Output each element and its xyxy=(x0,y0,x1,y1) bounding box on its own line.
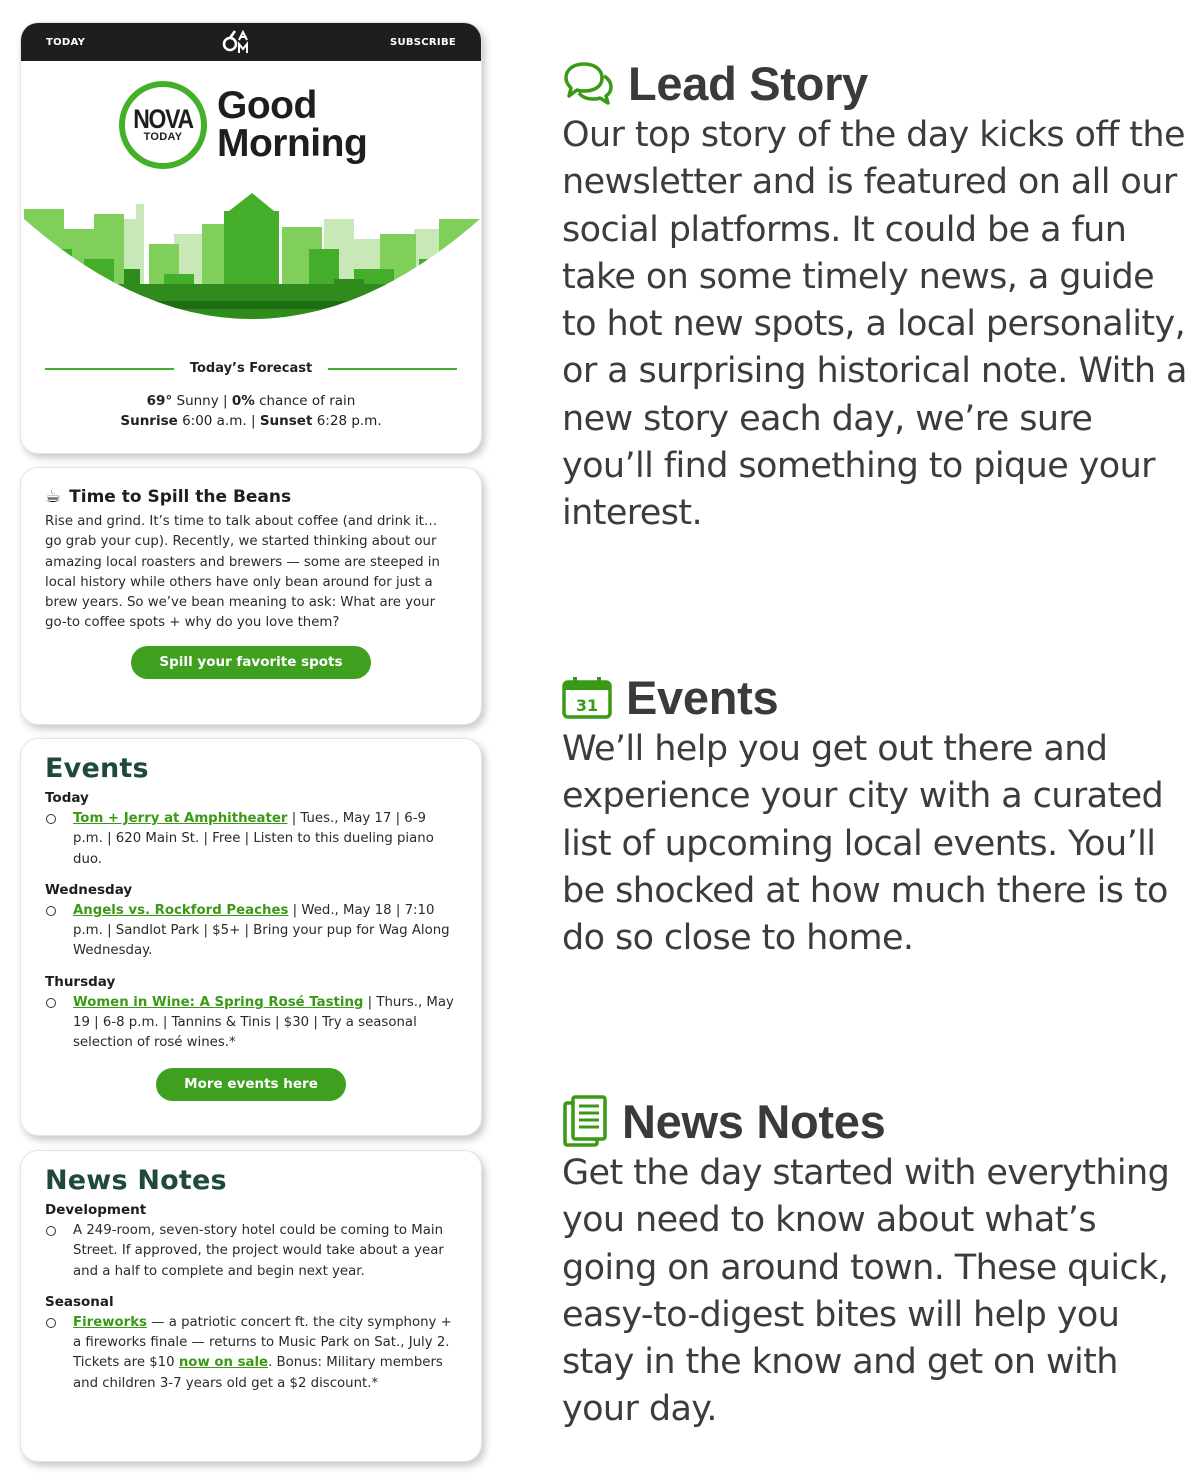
event-item xyxy=(45,809,457,870)
greeting-line2: Morning xyxy=(217,122,368,165)
fireworks-link[interactable]: Fireworks xyxy=(73,1314,147,1330)
event-link[interactable]: Women in Wine: A Spring Rosé Tasting xyxy=(73,994,364,1010)
event-day-heading: Today xyxy=(45,790,89,806)
rain-text: chance of rain xyxy=(254,393,356,409)
spill-spots-button[interactable]: Spill your favorite spots xyxy=(131,646,371,679)
condition: Sunny | xyxy=(172,393,232,409)
event-item xyxy=(45,993,457,1054)
event-link[interactable]: Tom + Jerry at Amphitheater xyxy=(73,811,288,826)
poll-title: Time to Spill the Beans xyxy=(69,486,292,507)
feature-title: Lead Story xyxy=(628,56,868,110)
brand-logo-icon[interactable] xyxy=(221,29,255,55)
feature-heading xyxy=(562,54,1192,112)
poll-title-row xyxy=(45,486,457,507)
sunset-time: 6:28 p.m. xyxy=(312,413,382,429)
news-text: . Bonus: Military members and children 3-7 years old get a $2 discount.* xyxy=(73,1355,443,1391)
today-link[interactable]: TODAY xyxy=(46,36,86,48)
event-item xyxy=(45,901,457,962)
news-notes-card xyxy=(20,1150,482,1462)
top-bar xyxy=(21,23,481,61)
bullet-icon xyxy=(46,906,56,916)
news-category-heading: Development xyxy=(45,1202,147,1218)
newsletter-header-card xyxy=(20,22,482,454)
calendar-day: 31 xyxy=(575,696,599,715)
coffee-cup-icon: ☕ xyxy=(45,486,62,507)
event-details: | Thurs., May 19 | 6-8 p.m. | Tannins & Tinis | $30 | Try a seasonal selection of rosé wines.* xyxy=(73,994,454,1051)
news-category-heading: Seasonal xyxy=(45,1293,114,1310)
greeting-line1: Good xyxy=(217,84,317,127)
temperature: 69° xyxy=(146,393,173,409)
document-icon xyxy=(562,1094,608,1148)
bullet-icon xyxy=(46,1226,56,1236)
events-title: Events xyxy=(45,753,149,784)
tickets-link[interactable]: now on sale xyxy=(178,1355,269,1371)
feature-description: Our top story of the day kicks off the newsletter and is featured on all our social platforms. It could be a fun take on some timely news, a guide to hot new spots, a local personality, or a surprising historical note. With a new story each day, we’re sure you’ll find something to pique your interest. xyxy=(562,115,1187,534)
news-title: News Notes xyxy=(45,1165,227,1196)
divider xyxy=(45,368,174,370)
bullet-icon xyxy=(46,998,56,1008)
events-feature xyxy=(562,668,1192,962)
city-skyline-illustration xyxy=(24,189,480,339)
sunset-label: Sunset xyxy=(259,413,313,429)
more-events-button[interactable]: More events here xyxy=(156,1068,346,1101)
bullet-icon xyxy=(46,1318,56,1328)
news-text: — a patriotic concert ft. the city symphony + a fireworks finale — returns to Music Park on Sat., July 2. Tickets are $10 xyxy=(73,1314,452,1371)
subscribe-link[interactable]: SUBSCRIBE xyxy=(389,36,456,48)
greeting xyxy=(217,84,368,165)
news-item xyxy=(45,1221,457,1282)
sunrise-time: 6:00 a.m. | xyxy=(177,413,260,429)
feature-title: Events xyxy=(626,670,779,724)
news-item xyxy=(45,1313,457,1394)
forecast-title: Today’s Forecast xyxy=(189,361,313,376)
forecast-line-sun xyxy=(21,411,481,431)
feature-title: News Notes xyxy=(622,1094,886,1148)
forecast-title-row xyxy=(45,361,457,376)
hero xyxy=(21,81,481,169)
lead-story-feature xyxy=(562,54,1192,538)
coffee-poll-card xyxy=(20,467,482,725)
feature-heading xyxy=(562,1092,1192,1150)
event-day-heading: Wednesday xyxy=(45,881,133,898)
divider xyxy=(328,368,457,370)
events-card xyxy=(20,738,482,1136)
calendar-icon xyxy=(562,675,612,719)
event-link[interactable]: Angels vs. Rockford Peaches xyxy=(73,902,289,918)
chat-bubbles-icon xyxy=(562,60,614,106)
event-day-heading: Thursday xyxy=(45,973,116,990)
event-details: | Tues., May 17 | 6-9 p.m. | 620 Main St. | Free | Listen to this dueling piano duo. xyxy=(73,811,434,867)
badge-line1: NOVA xyxy=(133,104,193,134)
forecast-details xyxy=(21,391,481,431)
feature-heading xyxy=(562,668,1192,726)
rain-percent: 0% xyxy=(231,393,255,409)
forecast-line-weather xyxy=(21,391,481,411)
poll-body: Rise and grind. It’s time to talk about coffee (and drink it… go grab your cup). Recently, we started thinking about our amazing local roasters and brewers — some are steeped in local history while others have only bean around for just a brew years. So we’ve bean meaning to ask: What are your go-to coffee spots + why do you love them? xyxy=(45,514,440,631)
bullet-icon xyxy=(46,814,56,824)
nova-today-logo xyxy=(119,81,207,169)
sunrise-label: Sunrise xyxy=(120,413,178,429)
event-details: | Wed., May 18 | 7:10 p.m. | Sandlot Park | $5+ | Bring your pup for Wag Along Wednesday. xyxy=(73,902,450,959)
news-notes-feature xyxy=(562,1092,1192,1434)
news-text: A 249-room, seven-story hotel could be coming to Main Street. If approved, the project would take about a year and a half to complete and begin next year. xyxy=(73,1223,444,1279)
feature-description: We’ll help you get out there and experience your city with a curated list of upcoming local events. You’ll be shocked at how much there is to do so close to home. xyxy=(562,729,1168,959)
badge-line2: TODAY xyxy=(143,131,183,143)
feature-description: Get the day started with everything you need to know about what’s going on around town. These quick, easy-to-digest bites will help you stay in the know and get on with your day. xyxy=(562,1153,1170,1430)
